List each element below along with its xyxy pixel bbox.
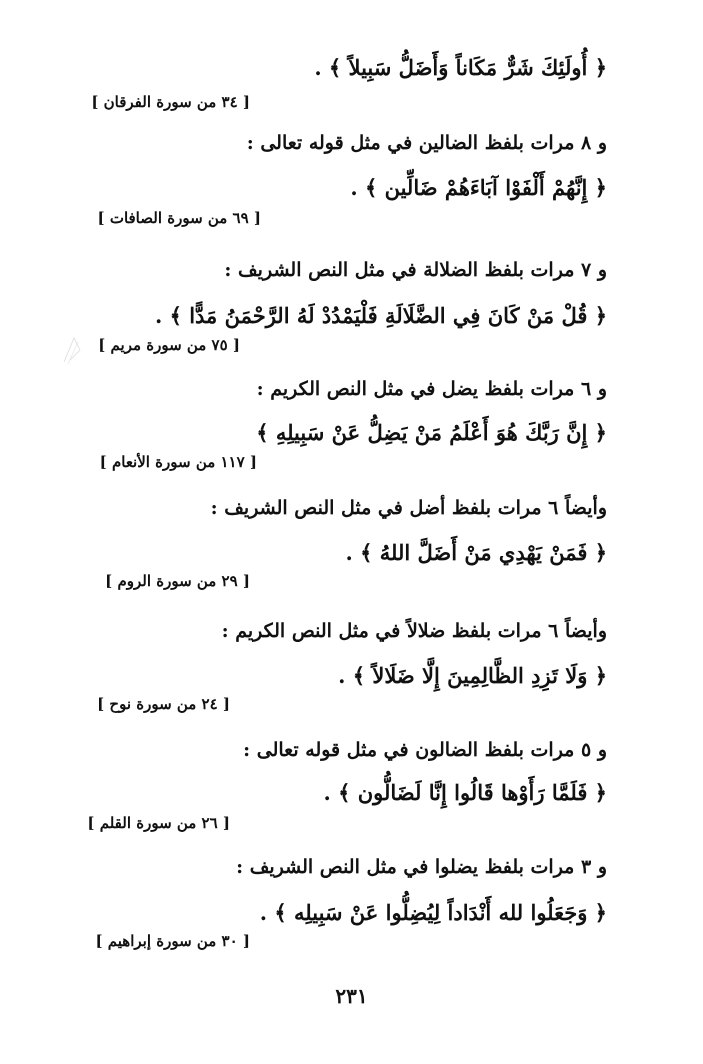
verse-reference: [ ٦٩ من سورة الصافات ]	[97, 209, 261, 227]
quran-verse: ﴿ وَجَعَلُوا لله أَنْدَاداً لِيُضِلُّوا عَنْ سَبِيلِه ﴾ .	[259, 900, 607, 925]
page-number: ٢٣١	[335, 984, 368, 1008]
quran-verse: ﴿ إِنَّهُمْ أَلْفَوْا آبَاءَهُمْ ضَالِّين ﴾ .	[350, 175, 607, 200]
verse-reference: [ ٧٥ من سورة مريم ]	[98, 336, 240, 354]
quran-verse: ﴿ أُولَئِكَ شَرٌّ مَكَاناً وَأَضَلُّ سَبِيلاً ﴾ .	[314, 55, 607, 80]
scan-smudge-icon	[60, 332, 88, 366]
intro-line: و ٣ مرات بلفظ يضلوا في مثل النص الشريف :	[236, 856, 607, 878]
intro-line: وأيضاً ٦ مرات بلفظ ضلالاً في مثل النص الكريم :	[221, 620, 607, 642]
verse-reference: [ ١١٧ من سورة الأنعام ]	[99, 453, 257, 471]
verse-reference: [ ٣٤ من سورة الفرقان ]	[91, 93, 250, 111]
quran-verse: ﴿ وَلَا تَزِدِ الظَّالِمِينَ إِلَّا ضَلَالاً ﴾ .	[338, 663, 607, 688]
quran-verse: ﴿ قُلْ مَنْ كَانَ فِي الضَّلَالَةِ فَلْيَمْدُدْ لَهُ الرَّحْمَنُ مَدًّا ﴾ .	[154, 303, 607, 328]
intro-line: و ٥ مرات بلفظ الضالون في مثل قوله تعالى :	[243, 739, 607, 761]
quran-verse: ﴿ فَمَنْ يَهْدِي مَنْ أَضَلَّ اللهُ ﴾ .	[345, 540, 607, 565]
verse-reference: [ ٣٠ من سورة إبراهيم ]	[95, 932, 250, 950]
quran-verse: ﴿ إِنَّ رَبَّكَ هُوَ أَعْلَمُ مَنْ يَضِلُّ عَنْ سَبِيلِهِ ﴾	[256, 420, 607, 445]
intro-line: و ٨ مرات بلفظ الضالين في مثل قوله تعالى :	[246, 132, 607, 154]
intro-line: وأيضاً ٦ مرات بلفظ أضل في مثل النص الشريف :	[210, 497, 607, 519]
quran-verse: ﴿ فَلَمَّا رَأَوْها قَالُوا إِنَّا لَضَالُّون ﴾ .	[323, 780, 607, 805]
verse-reference: [ ٢٤ من سورة نوح ]	[97, 695, 230, 713]
verse-reference: [ ٢٦ من سورة القلم ]	[87, 814, 230, 832]
verse-reference: [ ٢٩ من سورة الروم ]	[105, 572, 250, 590]
intro-line: و ٧ مرات بلفظ الضلالة في مثل النص الشريف :	[224, 259, 607, 281]
intro-line: و ٦ مرات بلفظ يضل في مثل النص الكريم :	[256, 378, 607, 400]
